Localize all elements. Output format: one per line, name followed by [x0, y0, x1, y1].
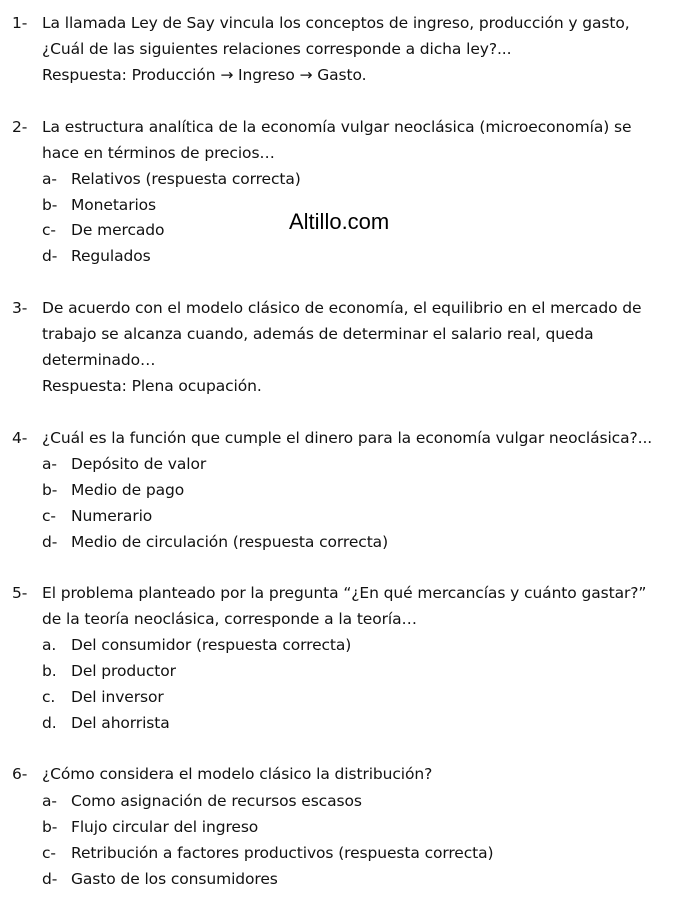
question-text: trabajo se alcanza cuando, además de determinar el salario real, queda [42, 325, 594, 343]
question-text: La llamada Ley de Say vincula los conceptos de ingreso, producción y gasto, [42, 14, 630, 32]
option-text: Depósito de valor [71, 455, 207, 473]
option-letter: b- [42, 481, 58, 499]
question-number: 6- [12, 765, 28, 783]
option-text: Retribución a factores productivos (respuesta correcta) [71, 844, 494, 862]
question-text: de la teoría neoclásica, corresponde a la teoría… [42, 610, 417, 628]
answer-text: Respuesta: Plena ocupación. [42, 377, 262, 395]
option-letter: d- [42, 247, 58, 265]
option-letter: a- [42, 170, 57, 188]
question-text: ¿Cuál de las siguientes relaciones corresponde a dicha ley?... [42, 40, 512, 58]
question-text: determinado… [42, 351, 156, 369]
option-text: De mercado [71, 221, 165, 239]
option-text: Monetarios [71, 196, 157, 214]
option-text: Del ahorrista [71, 714, 170, 732]
question-text: ¿Cuál es la función que cumple el dinero para la economía vulgar neoclásica?... [42, 429, 653, 447]
option-text: Del consumidor (respuesta correcta) [71, 636, 352, 654]
option-letter: b. [42, 662, 57, 680]
option-text: Flujo circular del ingreso [71, 818, 259, 836]
question-number: 4- [12, 429, 28, 447]
question-text: La estructura analítica de la economía vulgar neoclásica (microeconomía) se [42, 118, 632, 136]
question-text: ¿Cómo considera el modelo clásico la distribución? [42, 765, 433, 783]
option-text: Relativos (respuesta correcta) [71, 170, 301, 188]
question-number: 2- [12, 118, 28, 136]
option-text: Numerario [71, 507, 153, 525]
question-text: El problema planteado por la pregunta “¿En qué mercancías y cuánto gastar?” [42, 584, 647, 602]
option-text: Del productor [71, 662, 176, 680]
question-number: 3- [12, 299, 28, 317]
option-text: Medio de circulación (respuesta correcta) [71, 533, 389, 551]
option-letter: b- [42, 196, 58, 214]
option-letter: a. [42, 636, 57, 654]
option-letter: d- [42, 533, 58, 551]
option-letter: b- [42, 818, 58, 836]
option-letter: c- [42, 221, 56, 239]
question-text: hace en términos de precios… [42, 144, 275, 162]
option-letter: c- [42, 507, 56, 525]
option-text: Del inversor [71, 688, 164, 706]
option-text: Como asignación de recursos escasos [71, 792, 362, 810]
question-number: 1- [12, 14, 28, 32]
question-text: De acuerdo con el modelo clásico de economía, el equilibrio en el mercado de [42, 299, 642, 317]
option-letter: d. [42, 714, 57, 732]
question-number: 5- [12, 584, 28, 602]
answer-text: Respuesta: Producción → Ingreso → Gasto. [42, 66, 367, 84]
option-letter: a- [42, 792, 57, 810]
option-letter: a- [42, 455, 57, 473]
option-letter: d- [42, 870, 58, 888]
option-text: Gasto de los consumidores [71, 870, 278, 888]
option-letter: c. [42, 688, 56, 706]
option-text: Regulados [71, 247, 151, 265]
option-letter: c- [42, 844, 56, 862]
option-text: Medio de pago [71, 481, 185, 499]
watermark-text: Altillo.com [289, 209, 390, 234]
